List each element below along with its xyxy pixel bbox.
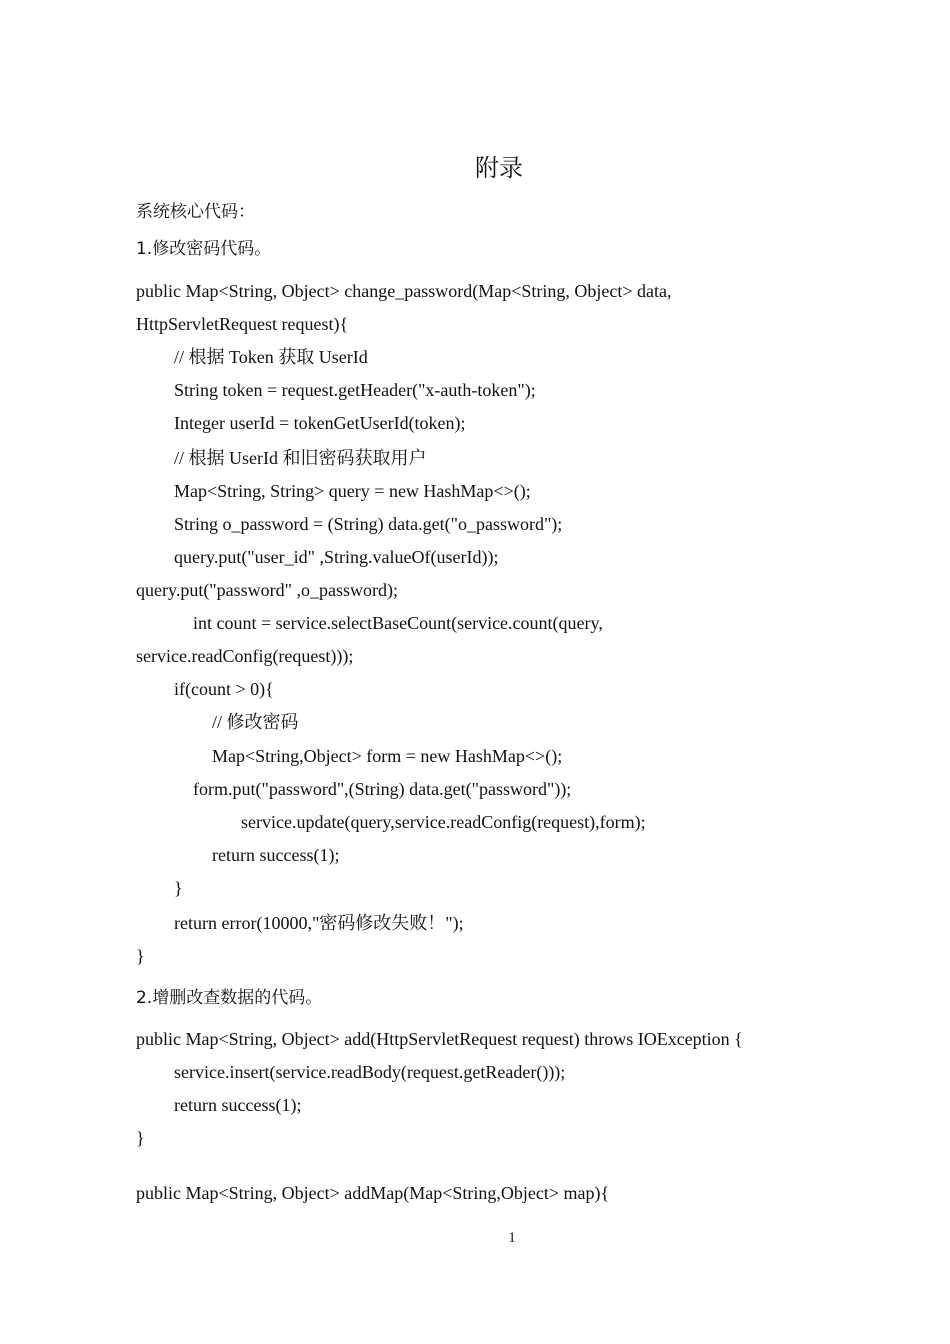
code-comment: // 根据 Token 获取 UserId (174, 347, 368, 367)
code-line: form.put("password",(String) data.get("password")); (193, 779, 572, 799)
code-line: query.put("user_id" ,String.valueOf(userId)); (174, 547, 499, 567)
section-heading-1: 1.修改密码代码。 (136, 239, 272, 259)
code-line: String o_password = (String) data.get("o_password"); (174, 514, 563, 534)
code-line: HttpServletRequest request){ (136, 314, 349, 334)
code-comment: // 修改密码 (212, 712, 299, 732)
code-line: service.readConfig(request))); (136, 646, 354, 666)
intro-text: 系统核心代码： (136, 202, 255, 222)
code-line: Integer userId = tokenGetUserId(token); (174, 413, 466, 433)
code-line: Map<String, String> query = new HashMap<>(); (174, 481, 531, 501)
code-line: return success(1); (212, 845, 340, 865)
code-line: service.update(query,service.readConfig(request),form); (241, 812, 646, 832)
code-line: } (136, 1128, 145, 1148)
code-line: query.put("password" ,o_password); (136, 580, 398, 600)
code-line: public Map<String, Object> addMap(Map<String,Object> map){ (136, 1183, 610, 1203)
code-line: String token = request.getHeader("x-auth-token"); (174, 380, 536, 400)
code-line: if(count > 0){ (174, 679, 274, 699)
code-line: public Map<String, Object> change_password(Map<String, Object> data, (136, 281, 672, 301)
code-line: return error(10000,"密码修改失败！"); (174, 913, 464, 933)
code-line: return success(1); (174, 1095, 302, 1115)
code-line: } (174, 878, 183, 898)
page-title: 附录 (475, 154, 523, 182)
code-line: } (136, 946, 145, 966)
code-line: public Map<String, Object> add(HttpServletRequest request) throws IOException { (136, 1029, 743, 1049)
page-number: 1 (508, 1230, 516, 1246)
section-heading-2: 2.增删改查数据的代码。 (136, 988, 323, 1008)
code-line: Map<String,Object> form = new HashMap<>(); (212, 746, 563, 766)
code-line: int count = service.selectBaseCount(service.count(query, (193, 613, 603, 633)
code-line: service.insert(service.readBody(request.getReader())); (174, 1062, 566, 1082)
code-comment: // 根据 UserId 和旧密码获取用户 (174, 448, 427, 468)
